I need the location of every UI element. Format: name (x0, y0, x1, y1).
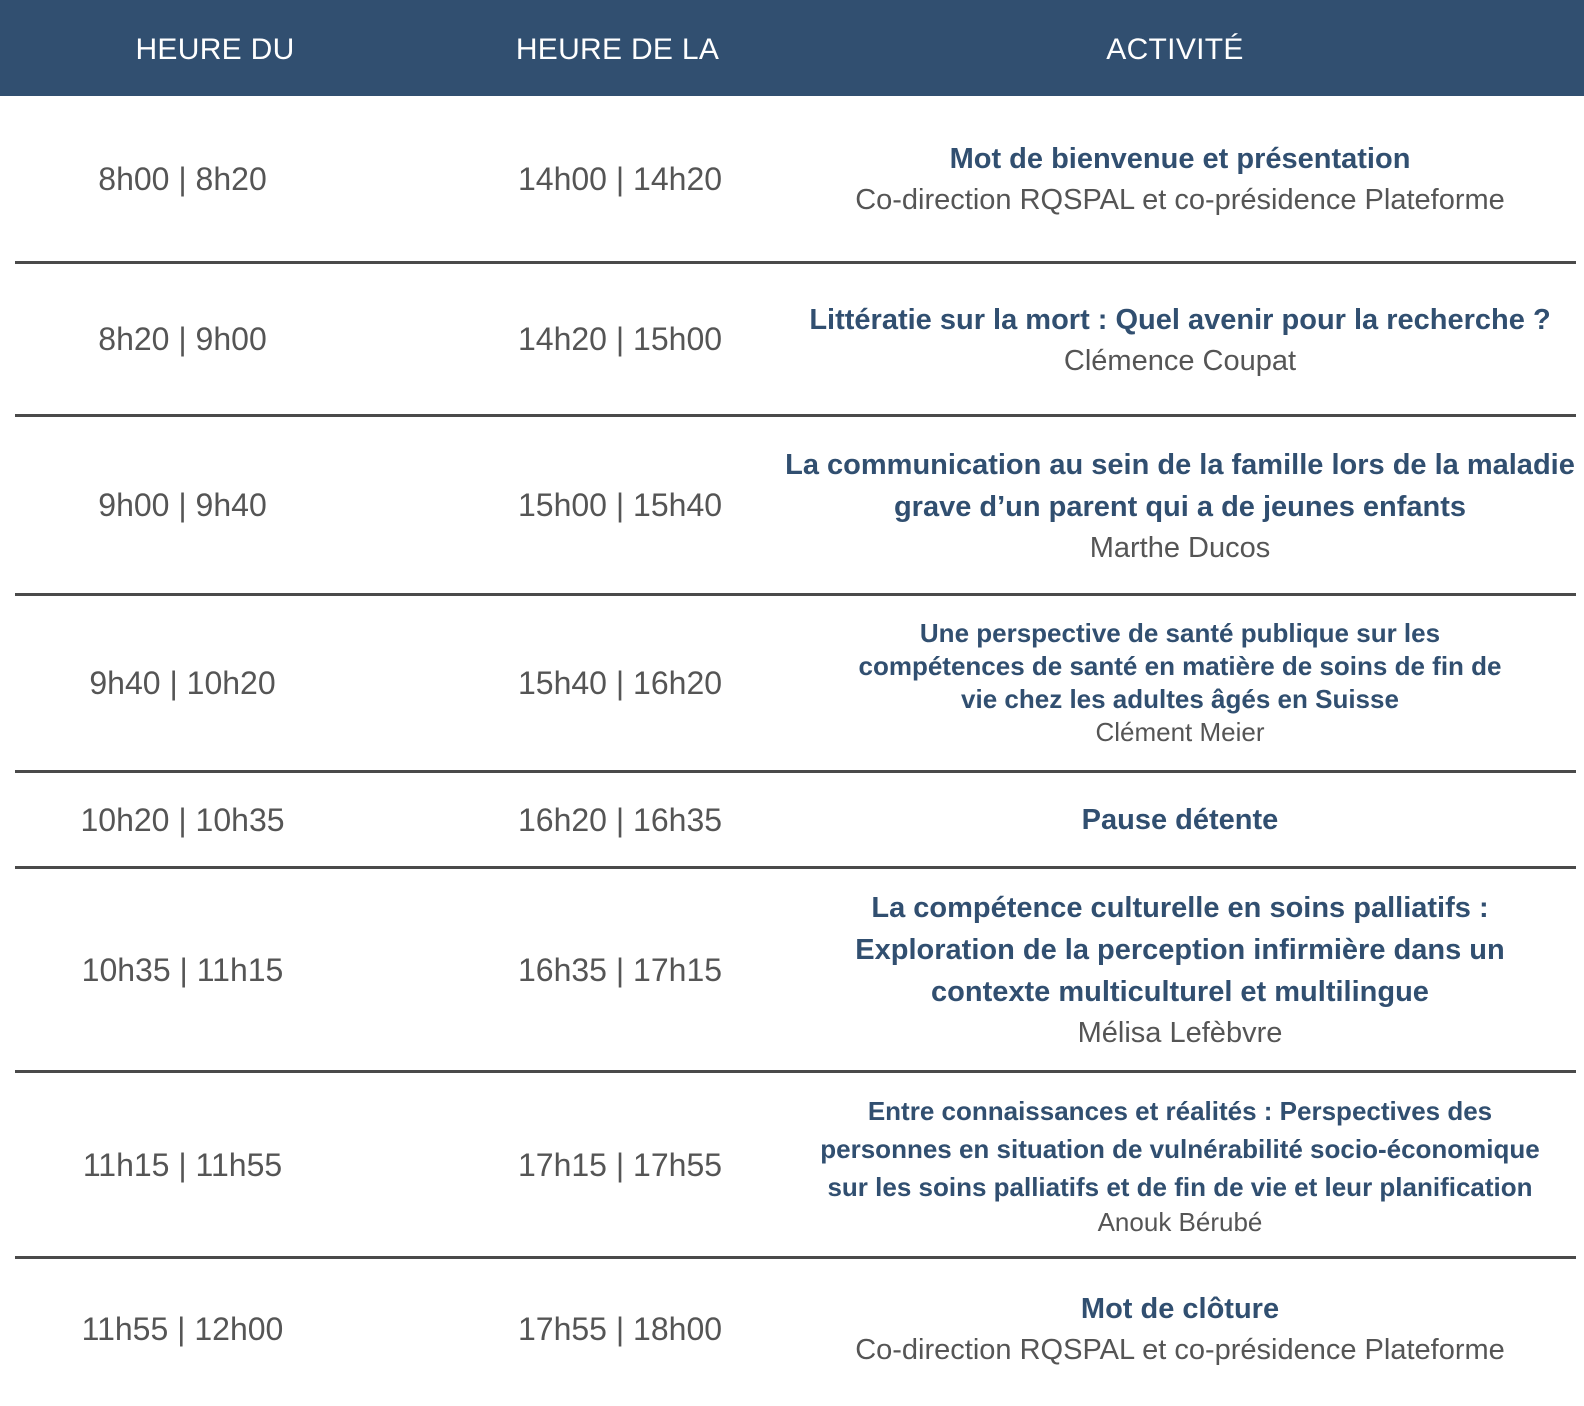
france-time: 17h55 | 18h00 (517, 1310, 723, 1347)
activity-cell (780, 96, 1580, 262)
france-time: 16h35 | 17h15 (517, 951, 723, 988)
activity-title: Mot de clôture (1080, 1293, 1280, 1325)
table-row (0, 1259, 1584, 1399)
activity-title-line: La compétence culturelle en soins palliatifs : (871, 892, 1489, 924)
activity-speaker: Marthe Ducos (1089, 531, 1271, 564)
table-row (0, 1073, 1584, 1257)
column-header-activity: ACTIVITÉ (1106, 33, 1244, 66)
activity-cell (780, 417, 1580, 594)
table-row (0, 869, 1584, 1071)
activity-cell (780, 869, 1580, 1071)
quebec-time: 11h55 | 12h00 (81, 1310, 284, 1347)
activity-title-line: grave d’un parent qui a de jeunes enfants (893, 490, 1467, 523)
activity-title-line: Une perspective de santé publique sur les (919, 618, 1441, 648)
activity-cell (780, 1073, 1580, 1257)
activity-cell (780, 264, 1580, 415)
france-time: 17h15 | 17h55 (517, 1146, 723, 1183)
activity-cell (780, 773, 1580, 867)
activity-speaker: Clément Meier (1095, 717, 1265, 747)
quebec-time: 8h00 | 8h20 (98, 160, 267, 197)
activity-speaker: Mélisa Lefèbvre (1077, 1017, 1283, 1049)
activity-title: Pause détente (1081, 804, 1279, 836)
activity-speaker: Anouk Bérubé (1097, 1206, 1263, 1237)
france-time: 14h00 | 14h20 (517, 160, 723, 197)
france-time: 15h40 | 16h20 (517, 664, 723, 701)
france-time: 15h00 | 15h40 (517, 487, 723, 523)
activity-title-line: contexte multiculturel et multilingue (931, 976, 1429, 1008)
activity-title-line: Entre connaissances et réalités : Perspectives des (867, 1095, 1493, 1126)
activity-title-line: vie chez les adultes âgés en Suisse (961, 684, 1399, 714)
france-time: 14h20 | 15h00 (517, 321, 723, 357)
activity-speaker: Co-direction RQSPAL et co-présidence Plateforme (855, 1334, 1505, 1366)
quebec-time: 10h20 | 10h35 (80, 801, 285, 838)
quebec-time: 11h15 | 11h55 (82, 1146, 283, 1183)
activity-title: Mot de bienvenue et présentation (949, 143, 1411, 175)
quebec-time: 8h20 | 9h00 (98, 321, 267, 357)
activity-title-line: La communication au sein de la famille lors de la maladie (785, 448, 1575, 481)
table-row (0, 96, 1584, 262)
activity-title-line: Exploration de la perception infirmière dans un (855, 934, 1505, 966)
table-row (0, 596, 1584, 770)
table-row (0, 773, 1584, 867)
quebec-time: 9h00 | 9h40 (98, 487, 267, 523)
activity-cell (780, 596, 1580, 770)
activity-speaker: Clémence Coupat (1063, 344, 1297, 377)
quebec-time: 10h35 | 11h15 (81, 951, 284, 988)
activity-title-line: personnes en situation de vulnérabilité socio-économique (820, 1133, 1540, 1164)
table-row (0, 264, 1584, 415)
table-row (0, 417, 1584, 594)
column-header-quebec-time: HEURE DU QUÉBEC (135, 33, 295, 166)
france-time: 16h20 | 16h35 (517, 801, 723, 838)
quebec-time: 9h40 | 10h20 (89, 664, 276, 701)
activity-title-line: compétences de santé en matière de soins de fin de (858, 651, 1502, 681)
activity-title: Littératie sur la mort : Quel avenir pour la recherche ? (809, 303, 1551, 336)
column-header-france-time: HEURE DE LA FRANCE (515, 33, 720, 166)
activity-cell (780, 1259, 1580, 1399)
activity-speaker: Co-direction RQSPAL et co-présidence Plateforme (855, 184, 1505, 216)
activity-title-line: sur les soins palliatifs et de fin de vie et leur planification (827, 1171, 1533, 1202)
